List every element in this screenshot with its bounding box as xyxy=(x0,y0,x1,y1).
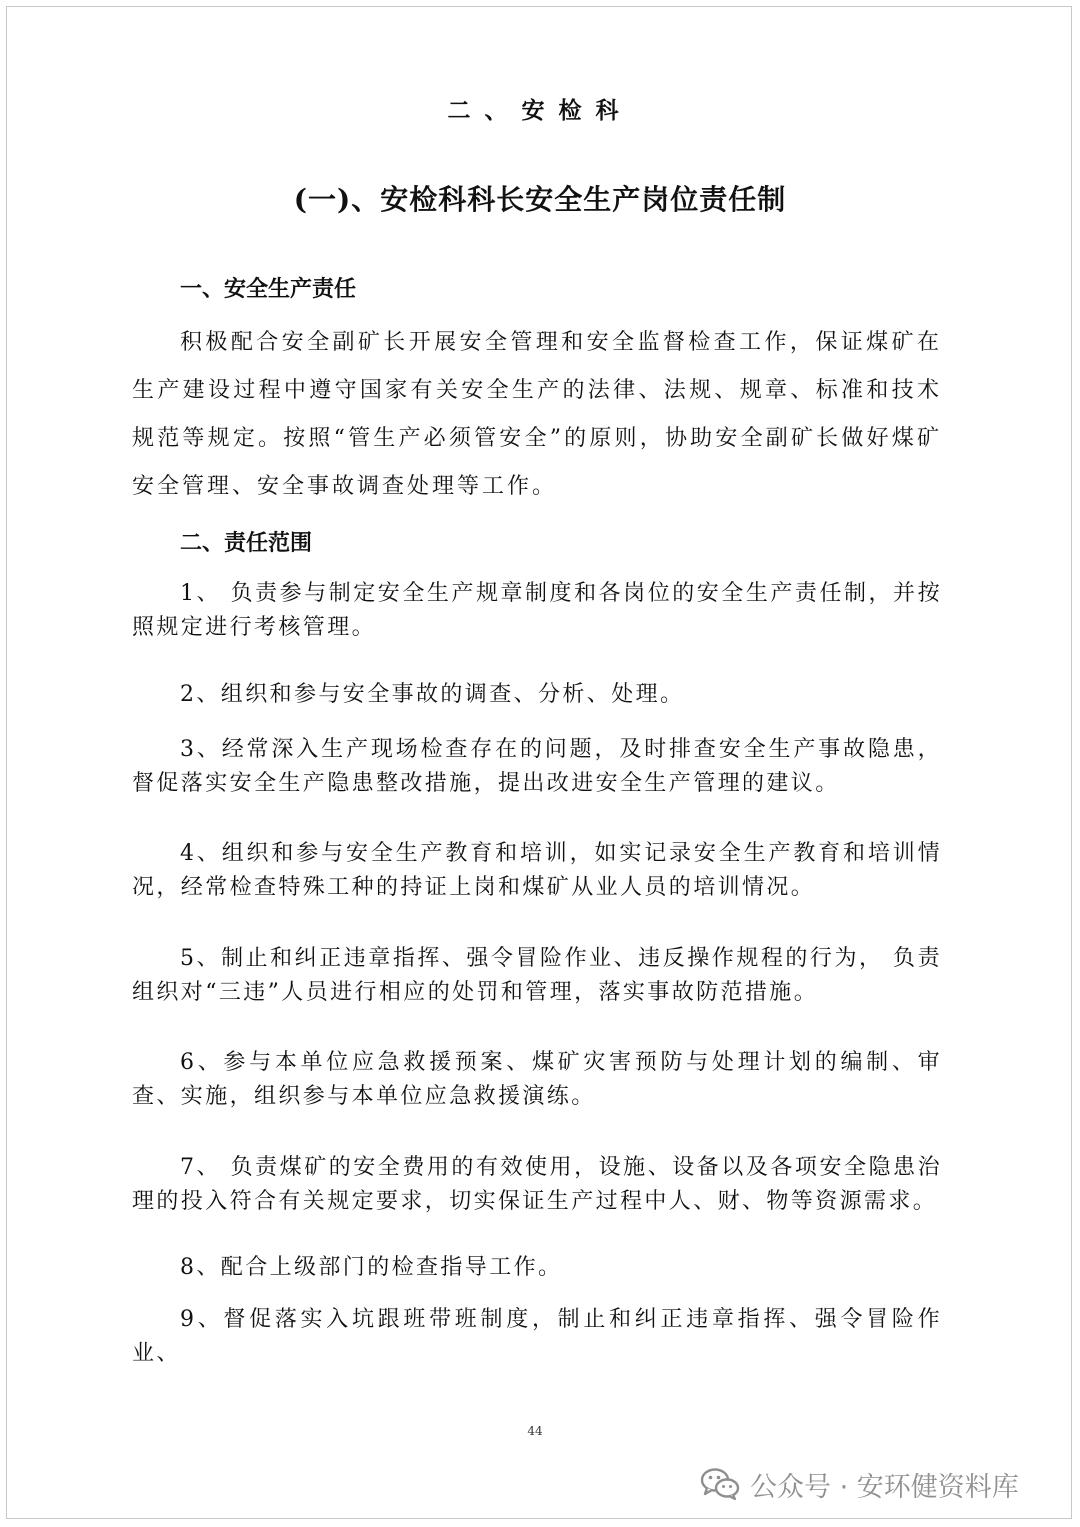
list-item: 3、经常深入生产现场检查存在的问题，及时排查安全生产事故隐患，督促落实安全生产隐患整改措施，提出改进安全生产管理的建议。 xyxy=(132,737,942,796)
list-item: 7、 负责煤矿的安全费用的有效使用，设施、设备以及各项安全隐患治理的投入符合有关规定要求，切实保证生产过程中人、财、物等资源需求。 xyxy=(132,1155,942,1214)
paragraph-safety-responsibility: 积极配合安全副矿长开展安全管理和安全监督检查工作，保证煤矿在生产建设过程中遵守国家有关安全生产的法律、法规、规章、标准和技术规范等规定。按照“管生产必须管安全”的原则，协助安全副矿长做好煤矿安全管理、安全事故调查处理等工作。 xyxy=(132,330,942,499)
list-item: 5、制止和纠正违章指挥、强令冒险作业、违反操作规程的行为， 负责组织对“三违”人员进行相应的处罚和管理，落实事故防范措施。 xyxy=(132,946,942,1005)
heading-responsibility-scope: 二、责任范围 xyxy=(180,530,313,556)
list-item: 2、组织和参与安全事故的调查、分析、处理。 xyxy=(180,682,685,707)
watermark xyxy=(700,1462,1019,1506)
list-item: 6、参与本单位应急救援预案、煤矿灾害预防与处理计划的编制、审查、实施，组织参与本单位应急救援演练。 xyxy=(132,1050,942,1109)
section-title: 二、安检科 xyxy=(447,97,633,124)
document-title: (一)、安检科科长安全生产岗位责任制 xyxy=(293,183,787,216)
wechat-icon xyxy=(700,1467,740,1501)
list-item: 8、配合上级部门的检查指导工作。 xyxy=(180,1255,563,1280)
list-item: 1、 负责参与制定安全生产规章制度和各岗位的安全生产责任制，并按照规定进行考核管理。 xyxy=(132,581,942,640)
list-item: 4、组织和参与安全生产教育和培训，如实记录安全生产教育和培训情况，经常检查特殊工种的持证上岗和煤矿从业人员的培训情况。 xyxy=(132,841,942,900)
page-number: 44 xyxy=(527,1424,543,1438)
heading-safety-responsibility: 一、安全生产责任 xyxy=(180,276,357,302)
watermark-text: 公众号 · 安环健资料库 xyxy=(750,1471,1019,1503)
list-item: 9、督促落实入坑跟班带班制度，制止和纠正违章指挥、强令冒险作业、 xyxy=(132,1307,942,1366)
